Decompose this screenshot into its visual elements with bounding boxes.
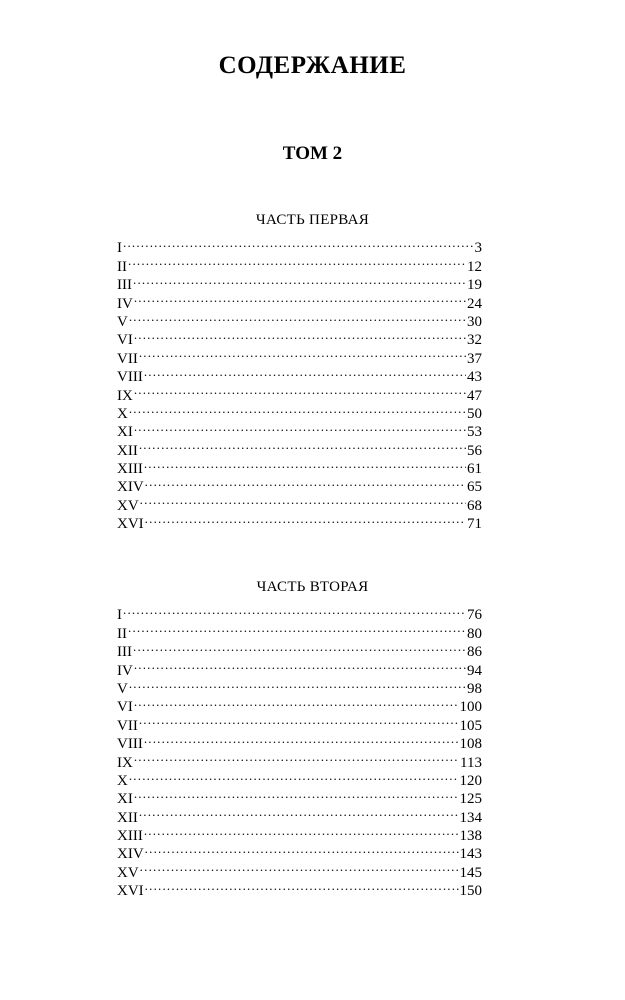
toc-entry-chapter: II (117, 258, 127, 275)
toc-dot-leader (133, 693, 459, 711)
toc-entry-chapter: XIII (117, 828, 143, 845)
page-title: СОДЕРЖАНИЕ (218, 52, 407, 79)
toc-entry-chapter: XV (117, 497, 139, 514)
part-heading-second: ЧАСТЬ ВТОРАЯ (256, 579, 369, 595)
toc-entry-chapter: VIII (117, 736, 143, 753)
toc-dot-leader (133, 381, 466, 399)
toc-entry-page-number: 3 (474, 240, 482, 257)
toc-dot-leader (128, 400, 466, 418)
toc-dot-leader (132, 271, 466, 289)
toc-entry-chapter: I (117, 240, 122, 257)
toc-entry[interactable] (117, 785, 482, 808)
toc-entry[interactable] (117, 803, 482, 826)
toc-entry-chapter: II (117, 625, 127, 642)
toc-entry[interactable] (117, 400, 482, 422)
toc-entry-page-number: 50 (467, 405, 482, 422)
toc-entry-page-number: 76 (467, 607, 482, 624)
toc-entry-chapter: VI (117, 699, 133, 716)
toc-entry[interactable] (117, 363, 482, 386)
part-heading-first: ЧАСТЬ ПЕРВАЯ (255, 212, 370, 228)
toc-entry[interactable] (117, 326, 482, 349)
toc-entry[interactable] (117, 308, 482, 330)
toc-entry-page-number: 150 (459, 883, 482, 900)
toc-dot-leader (144, 877, 459, 895)
toc-entry[interactable] (117, 418, 482, 441)
toc-dot-leader (138, 436, 466, 454)
toc-entry-page-number: 65 (467, 479, 482, 496)
toc-entry-chapter: X (117, 405, 128, 422)
toc-entry[interactable] (117, 381, 482, 404)
toc-entry-chapter: IX (117, 754, 133, 771)
toc-entry[interactable] (117, 711, 482, 734)
toc-entry[interactable] (117, 767, 482, 789)
toc-entry-page-number: 125 (459, 791, 482, 808)
toc-dot-leader (133, 418, 466, 436)
toc-entry-chapter: III (117, 644, 132, 661)
toc-entry-page-number: 113 (460, 754, 482, 771)
toc-entry[interactable] (117, 638, 482, 661)
toc-dot-leader (143, 822, 459, 840)
toc-entry-page-number: 145 (459, 864, 482, 881)
toc-entry-page-number: 100 (459, 699, 482, 716)
toc-dot-leader (139, 491, 466, 509)
toc-entry-chapter: X (117, 772, 128, 789)
toc-entry[interactable] (117, 344, 482, 367)
toc-dot-leader (128, 767, 459, 785)
toc-dot-leader (127, 619, 466, 637)
toc-entry[interactable] (117, 252, 482, 275)
toc-entry-page-number: 47 (467, 387, 482, 404)
toc-dot-leader (133, 785, 459, 803)
toc-entry-page-number: 120 (459, 772, 482, 789)
toc-entry-chapter: XIV (117, 846, 144, 863)
toc-entry-chapter: I (117, 607, 122, 624)
toc-entry[interactable] (117, 289, 482, 312)
toc-list-part-one (117, 234, 482, 533)
toc-dot-leader (128, 675, 466, 693)
toc-entry-chapter: XI (117, 791, 133, 808)
toc-entry-chapter: XVI (117, 516, 144, 533)
toc-entry-chapter: IX (117, 387, 133, 404)
toc-entry-chapter: VIII (117, 369, 143, 386)
toc-entry-page-number: 12 (467, 258, 482, 275)
toc-entry-chapter: XVI (117, 883, 144, 900)
toc-entry-chapter: VI (117, 332, 133, 349)
toc-entry-page-number: 32 (467, 332, 482, 349)
toc-entry-page-number: 24 (467, 295, 482, 312)
toc-entry[interactable] (117, 675, 482, 697)
toc-entry-page-number: 37 (467, 350, 482, 367)
toc-dot-leader (143, 730, 459, 748)
toc-entry-page-number: 143 (459, 846, 482, 863)
toc-dot-leader (144, 510, 466, 528)
toc-dot-leader (138, 344, 466, 362)
toc-entry-page-number: 134 (459, 809, 482, 826)
toc-entry[interactable] (117, 436, 482, 459)
toc-entry-page-number: 68 (467, 497, 482, 514)
toc-entry[interactable] (117, 730, 482, 753)
toc-entry-page-number: 98 (467, 680, 482, 697)
toc-entry-page-number: 80 (467, 625, 482, 642)
toc-entry[interactable] (117, 234, 482, 257)
toc-entry[interactable] (117, 877, 482, 900)
toc-dot-leader (133, 656, 466, 674)
toc-entry-page-number: 94 (467, 662, 482, 679)
toc-dot-leader (128, 308, 466, 326)
toc-entry-chapter: V (117, 313, 128, 330)
toc-entry[interactable] (117, 491, 482, 514)
toc-dot-leader (138, 803, 459, 821)
toc-dot-leader (143, 455, 466, 473)
toc-entry-page-number: 86 (467, 644, 482, 661)
toc-entry[interactable] (117, 601, 482, 624)
toc-entry-page-number: 56 (467, 442, 482, 459)
toc-entry-page-number: 138 (459, 828, 482, 845)
toc-entry[interactable] (117, 748, 482, 771)
toc-entry[interactable] (117, 656, 482, 679)
toc-dot-leader (143, 363, 466, 381)
toc-entry-chapter: XII (117, 442, 138, 459)
toc-entry-page-number: 61 (467, 461, 482, 478)
toc-dot-leader (127, 252, 466, 270)
toc-entry[interactable] (117, 455, 482, 478)
toc-entry[interactable] (117, 510, 482, 533)
toc-list-part-two (117, 601, 482, 900)
toc-entry[interactable] (117, 693, 482, 716)
toc-entry[interactable] (117, 619, 482, 642)
toc-entry-chapter: XV (117, 864, 139, 881)
toc-dot-leader (133, 748, 459, 766)
toc-entry-chapter: XI (117, 424, 133, 441)
toc-entry-page-number: 30 (467, 313, 482, 330)
toc-dot-leader (144, 473, 466, 491)
toc-entry-page-number: 105 (459, 717, 482, 734)
volume-title: ТОМ 2 (282, 143, 343, 164)
toc-dot-leader (144, 840, 459, 858)
toc-entry-page-number: 19 (467, 277, 482, 294)
toc-entry-page-number: 108 (459, 736, 482, 753)
toc-entry[interactable] (117, 473, 482, 496)
toc-dot-leader (122, 601, 466, 619)
toc-dot-leader (133, 289, 466, 307)
toc-entry[interactable] (117, 822, 482, 845)
toc-entry-chapter: V (117, 680, 128, 697)
toc-entry-chapter: IV (117, 295, 133, 312)
toc-entry-page-number: 43 (467, 369, 482, 386)
toc-entry[interactable] (117, 840, 482, 863)
toc-entry-chapter: XII (117, 809, 138, 826)
toc-entry-page-number: 71 (467, 516, 482, 533)
toc-entry-page-number: 53 (467, 424, 482, 441)
toc-entry-chapter: XIII (117, 461, 143, 478)
toc-entry-chapter: III (117, 277, 132, 294)
toc-dot-leader (133, 326, 466, 344)
toc-entry[interactable] (117, 271, 482, 294)
toc-entry-chapter: VII (117, 717, 138, 734)
toc-entry-chapter: IV (117, 662, 133, 679)
toc-entry-chapter: XIV (117, 479, 144, 496)
toc-entry-chapter: VII (117, 350, 138, 367)
toc-dot-leader (138, 711, 459, 729)
toc-dot-leader (132, 638, 466, 656)
toc-entry[interactable] (117, 858, 482, 881)
toc-dot-leader (139, 858, 459, 876)
toc-dot-leader (122, 234, 474, 252)
